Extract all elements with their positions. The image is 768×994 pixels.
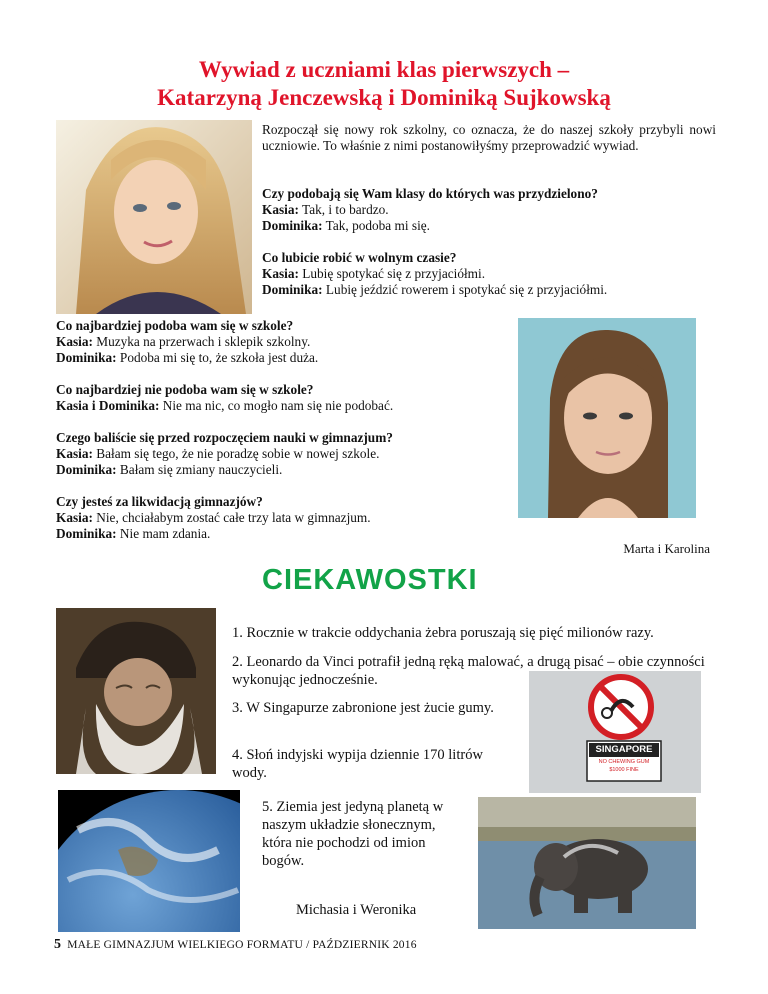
fact-4: 4. Słoń indyjski wypija dziennie 170 litrów wody. xyxy=(232,747,483,781)
singapore-sign-image xyxy=(529,671,701,793)
answer: Kasia: Nie, chciałabym zostać całe trzy lata w gimnazjum. xyxy=(56,510,371,525)
sign-sub2: $1000 FINE xyxy=(609,767,639,773)
fact-2: 2. Leonardo da Vinci potrafił jedną ręką malować, a drugą pisać – obie czynności wykonując jednocześnie. xyxy=(232,654,705,688)
fact-3: 3. W Singapurze zabronione jest żucie gumy. xyxy=(232,700,494,716)
photo-dominika xyxy=(518,318,696,518)
answer: Dominika: Nie mam zdania. xyxy=(56,526,211,541)
interview-bottom xyxy=(56,318,506,542)
answer: Dominika: Tak, podoba mi się. xyxy=(262,218,430,233)
answer: Kasia: Bałam się tego, że nie poradzę sobie w nowej szkole. xyxy=(56,446,380,461)
title-line-1: Wywiad z uczniami klas pierwszych – xyxy=(198,57,570,82)
footer-text: MAŁE GIMNAZJUM WIELKIEGO FORMATU / PAŹDZIERNIK 2016 xyxy=(67,939,417,951)
question: Co najbardziej podoba wam się w szkole? xyxy=(56,318,294,333)
signature-authors-1: Marta i Karolina xyxy=(623,541,710,556)
answer: Kasia: Lubię spotykać się z przyjaciółmi. xyxy=(262,266,486,281)
leonardo-image xyxy=(56,608,216,774)
qa-item xyxy=(56,430,506,478)
sign-sub1: NO CHEWING GUM xyxy=(598,759,650,765)
answer: Kasia i Dominika: Nie ma nic, co mogło nam się nie podobać. xyxy=(56,398,394,413)
question: Czego baliście się przed rozpoczęciem nauki w gimnazjum? xyxy=(56,430,393,445)
answer: Kasia: Muzyka na przerwach i sklepik szkolny. xyxy=(56,334,311,349)
sign-label: SINGAPORE xyxy=(595,744,653,755)
question: Czy jesteś za likwidacją gimnazjów? xyxy=(56,494,263,509)
title-line-2: Katarzyną Jenczewską i Dominiką Sujkowską xyxy=(157,85,611,110)
page-number: 5 xyxy=(54,937,62,952)
signature-authors-2: Michasia i Weronika xyxy=(296,902,417,918)
fact-1: 1. Rocznie w trakcie oddychania żebra poruszają się pięć milionów razy. xyxy=(232,625,654,641)
question: Co lubicie robić w wolnym czasie? xyxy=(262,250,457,265)
qa-item xyxy=(262,186,722,234)
answer: Kasia: Tak, i to bardzo. xyxy=(262,202,389,217)
qa-item xyxy=(56,494,506,542)
page-footer xyxy=(54,937,417,953)
fact-5: 5. Ziemia jest jedyną planetą w naszym układzie słonecznym, która nie pochodzi od imion bogów. xyxy=(262,799,444,869)
qa-item xyxy=(56,318,506,366)
intro-paragraph: Rozpoczął się nowy rok szkolny, co oznacza, że do naszej szkoły przybyli nowi uczniowie. To właśnie z nimi postanowiłyśmy przeprowadzić wywiad. xyxy=(262,122,716,153)
answer: Dominika: Podoba mi się to, że szkoła jest duża. xyxy=(56,350,319,365)
photo-kasia xyxy=(56,120,252,314)
answer: Dominika: Bałam się zmiany nauczycieli. xyxy=(56,462,283,477)
section-heading: CIEKAWOSTKI xyxy=(262,564,478,596)
interview-top xyxy=(262,186,722,298)
elephant-image xyxy=(478,797,696,929)
qa-item xyxy=(262,250,722,298)
answer: Dominika: Lubię jeździć rowerem i spotykać się z przyjaciółmi. xyxy=(262,282,608,297)
question: Co najbardziej nie podoba wam się w szkole? xyxy=(56,382,314,397)
article-title xyxy=(40,56,728,112)
qa-item xyxy=(56,382,506,414)
question: Czy podobają się Wam klasy do których was przydzielono? xyxy=(262,186,598,201)
earth-image xyxy=(58,790,240,932)
